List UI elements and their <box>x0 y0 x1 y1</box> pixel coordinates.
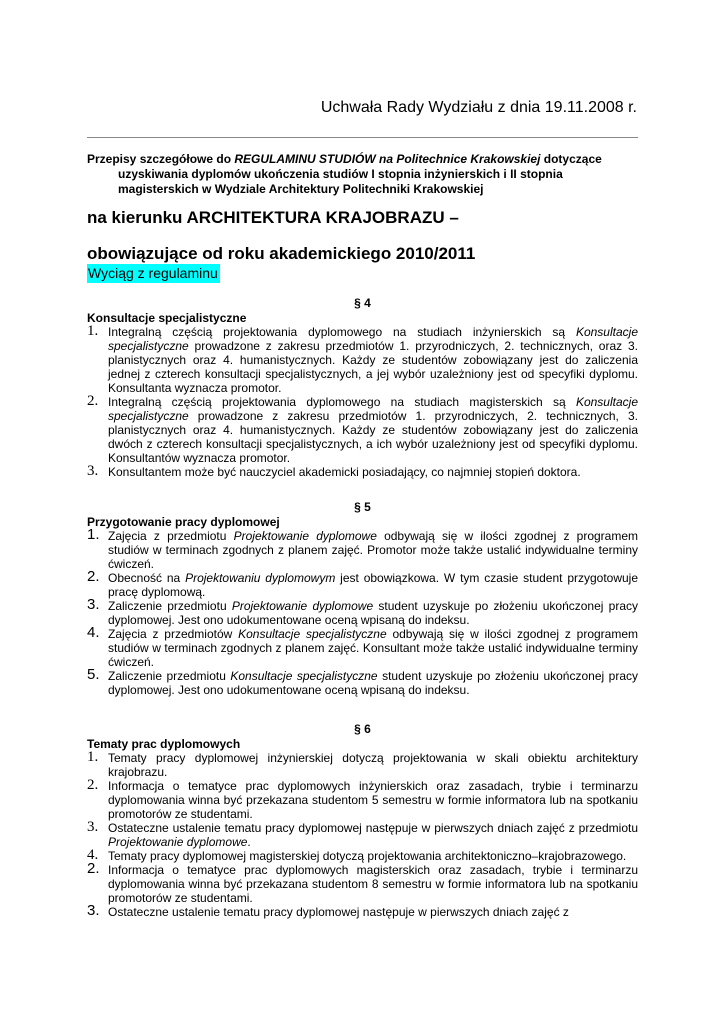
item-text-end: jest obowiązkowa. W tym czasie student przygotowuje pracę dyplomową. <box>108 571 639 599</box>
item-number: 1. <box>87 323 99 339</box>
section-number: § 6 <box>354 722 371 736</box>
item-text: Zajęcia z przedmiotów <box>108 627 239 641</box>
item-number: 1. <box>87 526 100 543</box>
list-item <box>87 821 638 849</box>
item-text: Informacja o tematyce prac dyplomowych magisterskich oraz zasadach, trybie i terminarzu dyplomowania winna być przekazana studentom 8 semestru w formie informatora lub na spotkaniu promotorów ze studentami. <box>108 863 638 905</box>
list-item <box>87 325 638 395</box>
section-number: § 5 <box>354 500 371 514</box>
item-italic: Projektowanie dyplomowe <box>108 835 248 849</box>
intro-line-2: uzyskiwania dyplomów ukończenia studiów I stopnia inżynierskich i II stopnia <box>118 167 563 181</box>
list-item <box>87 465 638 479</box>
item-number: 1. <box>87 749 99 765</box>
item-text-end: odbywają się w ilości zgodnej z programem studiów w terminach zgodnych z planem zajęć. Promotor może także ustalić indywidualne terminy ćwiczeń. <box>108 529 639 571</box>
item-text: Tematy pracy dyplomowej inżynierskiej dotyczą projektowania w skali obiektu architektury krajobrazu. <box>108 751 638 779</box>
item-number: 3. <box>87 819 99 835</box>
intro-paragraph <box>87 152 627 197</box>
list-item <box>87 779 638 821</box>
list-item <box>87 596 639 627</box>
item-number: 4. <box>87 847 99 863</box>
item-text-end: student uzyskuje po złożeniu ukończonej pracy dyplomowej. Jest ono udokumentowane oceną wpisaną do indeksu. <box>108 669 638 697</box>
intro-regulation: REGULAMINU STUDIÓW na Politechnice Krakowskiej <box>234 152 541 166</box>
item-number: 2. <box>87 777 99 793</box>
section-title: Przygotowanie pracy dyplomowej <box>87 515 280 529</box>
item-text-end: prowadzone z zakresu przedmiotów 1. przyrodniczych, 2. technicznych, oraz 3. planistycznych oraz 4. humanistycznych. Każdy ze studentów zobowiązany jest do zaliczenia jednej z czterech konsultacji specjalistycznych, a jej wybór uzależniony jest od specyfiki dyplomu. Konsultanta wyznacza promotor. <box>108 339 638 395</box>
section-title: Konsultacje specjalistyczne <box>87 311 247 325</box>
item-number: 2. <box>87 860 100 877</box>
item-text: Ostateczne ustalenie tematu pracy dyplomowej następuje w pierwszych dniach zajęć z <box>108 905 569 919</box>
section-title: Tematy prac dyplomowych <box>87 737 241 751</box>
item-text: Zajęcia z przedmiotu <box>108 529 234 543</box>
item-italic: Konsultacje specjalistyczne <box>108 395 638 423</box>
item-text-end: student uzyskuje po złożeniu ukończonej pracy dyplomowej. Jest ono udokumentowane oceną wpisaną do indeksu. <box>108 599 639 627</box>
list-item <box>87 624 639 669</box>
section-items <box>87 526 639 697</box>
item-text-end: odbywają się w ilości zgodnej z programem studiów w terminach zgodnych z planem zajęć. Konsultant może także ustalić indywidualne terminy ćwiczeń. <box>108 627 639 669</box>
heading-year: obowiązujące od roku akademickiego 2010/2011 <box>87 244 476 263</box>
section-items <box>87 325 638 479</box>
extract-label: Wyciąg z regulaminu <box>88 265 218 281</box>
header-divider <box>87 137 638 138</box>
list-item <box>87 568 639 599</box>
item-number: 3. <box>87 902 100 919</box>
section-number: § 4 <box>354 296 371 310</box>
intro-line-3: magisterskich w Wydziale Architektury Politechniki Krakowskiej <box>118 182 484 196</box>
list-item <box>87 860 638 905</box>
heading-field: na kierunku ARCHITEKTURA KRAJOBRAZU – <box>87 208 459 227</box>
item-italic: Konsultacje specjalistyczne <box>108 325 638 353</box>
item-number: 3. <box>87 463 99 479</box>
item-number: 2. <box>87 393 99 409</box>
list-item <box>87 526 639 571</box>
item-text: Ostateczne ustalenie tematu pracy dyplomowej następuje w pierwszych dniach zajęć z przedmiotu <box>108 821 638 835</box>
item-number: 5. <box>87 666 100 683</box>
list-item <box>87 902 638 919</box>
item-text-end: . <box>247 835 251 849</box>
list-item <box>87 849 638 863</box>
item-text: Konsultantem może być nauczyciel akademicki posiadający, co najmniej stopień doktora. <box>108 465 581 479</box>
section-4 <box>87 296 638 479</box>
section-5 <box>87 500 638 697</box>
intro-prefix: Przepisy szczegółowe do <box>87 152 235 166</box>
item-text: Obecność na <box>108 571 186 585</box>
item-italic: Konsultacje specjalistyczne <box>230 669 378 683</box>
resolution-date: Uchwała Rady Wydziału z dnia 19.11.2008 r. <box>320 99 637 116</box>
intro-suffix: dotyczące <box>540 152 602 166</box>
item-text: Integralną częścią projektowania dyplomowego na studiach inżynierskich są <box>108 325 576 339</box>
item-italic: Projektowanie dyplomowe <box>233 529 377 543</box>
item-text: Zaliczenie przedmiotu <box>108 599 232 613</box>
item-number: 3. <box>87 596 100 613</box>
item-number: 2. <box>87 568 100 585</box>
item-text: Tematy pracy dyplomowej magisterskiej dotyczą projektowania architektoniczno–krajobrazowego. <box>108 849 627 863</box>
section-6 <box>87 722 638 919</box>
item-text-end: prowadzone z zakresu przedmiotów 1. przyrodniczych, 2. technicznych, 3. planistycznych oraz 4. humanistycznych. Każdy ze studentów zobowiązany jest do zaliczenia dwóch z czterech konsultacji specjalistycznych, a ich wybór uzależniony jest od specyfiki dyplomu. Konsultantów wyznacza promotor. <box>108 409 638 465</box>
item-text: Integralną częścią projektowania dyplomowego na studiach magisterskich są <box>108 395 576 409</box>
item-italic: Projektowanie dyplomowe <box>231 599 374 613</box>
list-item <box>87 666 638 697</box>
item-italic: Projektowaniu dyplomowym <box>185 571 336 585</box>
item-text: Informacja o tematyce prac dyplomowych inżynierskich oraz zasadach, trybie i terminarzu dyplomowania winna być przekazana studentom 5 semestru w formie informatora lub na spotkaniu promotorów ze studentami. <box>108 779 638 821</box>
item-number: 4. <box>87 624 100 641</box>
item-italic: Konsultacje specjalistyczne <box>238 627 387 641</box>
list-item <box>87 395 638 465</box>
list-item <box>87 751 638 779</box>
item-text: Zaliczenie przedmiotu <box>108 669 231 683</box>
section-items <box>87 751 638 919</box>
